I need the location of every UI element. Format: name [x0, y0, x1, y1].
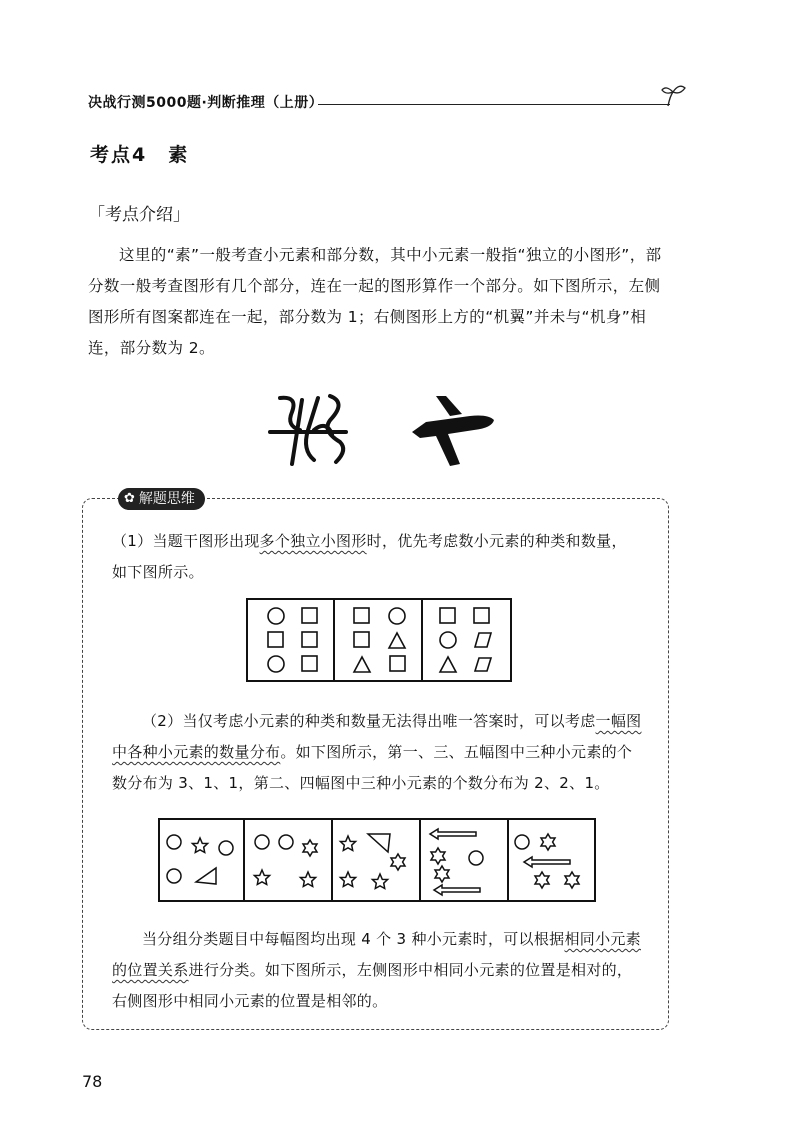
tips-p2-highlight: 一幅图中各种小元素的数量分布: [112, 712, 642, 761]
tips-p3-highlight: 相同小元素的位置关系: [112, 930, 641, 979]
element-count-figure: [246, 598, 512, 682]
flower-icon: ✿: [124, 491, 135, 506]
page-number: 78: [82, 1072, 103, 1091]
section-title: 考点4 素: [90, 144, 190, 166]
tips-p3-a: 当分组分类题目中每幅图均出现 4 个 3 种小元素时，可以根据: [142, 930, 565, 948]
tips-p2-c: 。如下图所示，第一、三、五幅图中三种小元素的个数分布为 3、1、1，第二、四幅图中三种小元素的个数分布为 2、2、1。: [112, 743, 633, 792]
book-header-title: 决战行测5000题·判断推理（上册）: [88, 95, 324, 111]
tips-p3-c: 进行分类。如下图所示，左侧图形中相同小元素的位置是相对的，右侧图形中相同小元素的位置是相邻的。: [112, 961, 633, 1010]
tips-p1-a: （1）当题干图形出现: [112, 532, 260, 550]
intro-paragraph-text: 这里的“素”一般考查小元素和部分数，其中小元素一般指“独立的小图形”，部分数一般考查图形有几个部分，连在一起的图形算作一个部分。如下图所示，左侧图形所有图案都连在一起，部分数为 1；右侧图形上方的“机翼”并未与“机身”相连，部分数为 2。: [88, 246, 662, 357]
intro-heading: 「考点介绍」: [88, 205, 190, 225]
tips-badge: [118, 488, 205, 510]
tips-paragraph-2: [112, 706, 642, 799]
tips-p1-c: 时，优先考虑数小元素的种类和数量，如下图所示。: [112, 532, 627, 581]
tips-paragraph-1: [112, 526, 642, 588]
tips-paragraph-3: [112, 924, 642, 1017]
sprout-icon: [660, 82, 688, 108]
tips-p2-a: （2）当仅考虑小元素的种类和数量无法得出唯一答案时，可以考虑: [142, 712, 596, 730]
connected-figure: [262, 390, 352, 470]
intro-paragraph: [88, 240, 673, 364]
header-rule: [318, 104, 670, 105]
distribution-figure: [158, 818, 596, 902]
tips-p1-highlight: 多个独立小图形: [259, 532, 367, 550]
tips-badge-label: 解题思维: [138, 491, 195, 507]
airplane-icon: [408, 392, 496, 468]
